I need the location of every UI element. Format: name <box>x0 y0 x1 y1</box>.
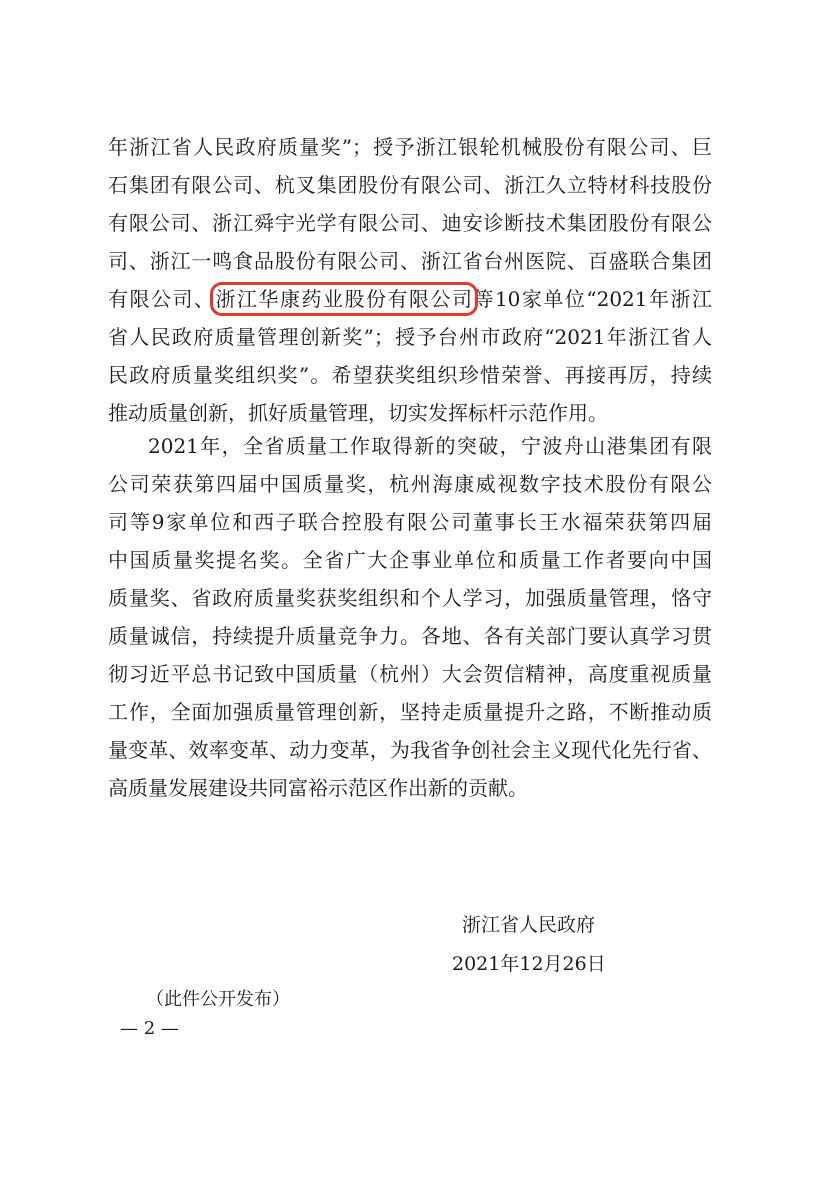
text-line: 彻习近平总书记致中国质量（杭州）大会贺信精神，高度重视质量 <box>108 662 712 686</box>
paragraph-summary <box>108 427 712 807</box>
text-line: 量变革、效率变革、动力变革，为我省争创社会主义现代化先行省、 <box>108 738 712 762</box>
text-segment: 有限公司、 <box>108 287 216 311</box>
text-line: 高质量发展建设共同富裕示范区作出新的贡献。 <box>108 776 528 800</box>
text-line: 质量诚信，持续提升质量竞争力。各地、各有关部门要认真学习贯 <box>108 624 712 648</box>
text-line: 中国质量奖提名奖。全省广大企事业单位和质量工作者要向中国 <box>108 548 712 572</box>
highlighted-company-name: 浙江华康药业股份有限公司 <box>215 287 474 311</box>
text-line: 质量奖、省政府质量奖获奖组织和个人学习，加强质量管理，恪守 <box>108 586 712 610</box>
text-line-with-highlight <box>108 280 712 318</box>
page-number: — 2 — <box>120 1018 179 1039</box>
issue-date: 2021年12月26日 <box>452 953 606 975</box>
release-note: （此件公开发布） <box>146 989 290 1010</box>
text-line: 民政府质量奖组织奖”。希望获奖组织珍惜荣誉、再接再厉，持续 <box>108 363 712 387</box>
text-line: 2021年，全省质量工作取得新的突破，宁波舟山港集团有限 <box>148 434 712 458</box>
text-line: 省人民政府质量管理创新奖”；授予台州市政府“2021年浙江省人 <box>108 325 712 349</box>
text-line: 推动质量创新，抓好质量管理，切实发挥标杆示范作用。 <box>108 401 608 425</box>
text-segment: 等10家单位“2021年浙江 <box>473 287 713 311</box>
text-line: 公司荣获第四届中国质量奖，杭州海康威视数字技术股份有限公 <box>108 472 712 496</box>
text-line: 有限公司、浙江舜宇光学有限公司、迪安诊断技术集团股份有限公 <box>108 211 712 235</box>
text-line: 司等9家单位和西子联合控股有限公司董事长王水福荣获第四届 <box>108 510 712 534</box>
paragraph-awards <box>108 128 712 432</box>
text-line: 石集团有限公司、杭叉集团股份有限公司、浙江久立特材科技股份 <box>108 173 712 197</box>
issuer-name: 浙江省人民政府 <box>462 914 596 936</box>
text-line: 司、浙江一鸣食品股份有限公司、浙江省台州医院、百盛联合集团 <box>108 249 712 273</box>
text-line: 工作，全面加强质量管理创新，坚持走质量提升之路，不断推动质 <box>108 700 712 724</box>
text-line: 年浙江省人民政府质量奖”；授予浙江银轮机械股份有限公司、巨 <box>108 135 712 159</box>
